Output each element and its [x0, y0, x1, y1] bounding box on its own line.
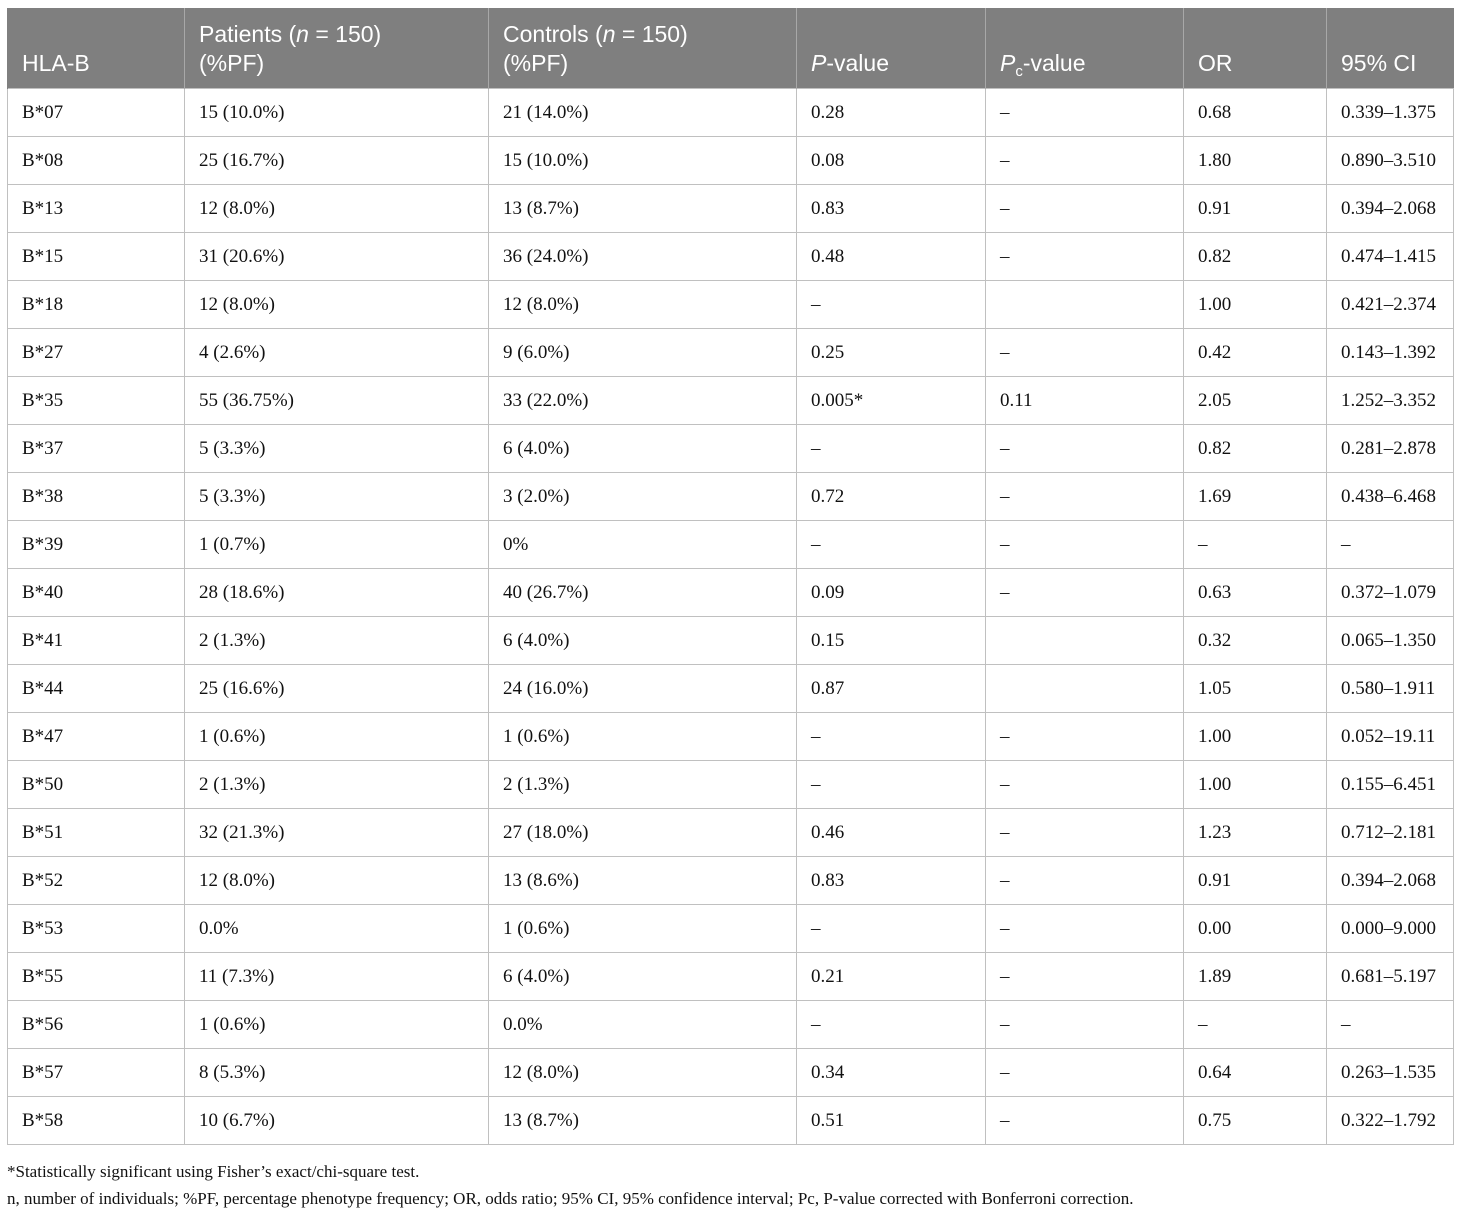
cell-or: 0.42	[1184, 329, 1327, 377]
cell-allele: B*39	[8, 521, 185, 569]
cell-controls: 1 (0.6%)	[489, 905, 797, 953]
cell-allele: B*50	[8, 761, 185, 809]
table-row	[8, 185, 1454, 233]
table-row	[8, 1001, 1454, 1049]
cell-patients: 1 (0.6%)	[185, 1001, 489, 1049]
cell-or: 1.00	[1184, 281, 1327, 329]
cell-controls: 9 (6.0%)	[489, 329, 797, 377]
cell-ci: 0.281–2.878	[1327, 425, 1454, 473]
cell-pc-value: –	[986, 569, 1184, 617]
header-or: OR	[1184, 8, 1327, 89]
cell-p-value: –	[797, 905, 986, 953]
cell-pc-value: –	[986, 713, 1184, 761]
table-row	[8, 1097, 1454, 1145]
table-row	[8, 425, 1454, 473]
cell-ci: 0.421–2.374	[1327, 281, 1454, 329]
cell-p-value: 0.46	[797, 809, 986, 857]
cell-or: 0.82	[1184, 233, 1327, 281]
table-footnotes	[7, 1158, 1133, 1212]
cell-controls: 0.0%	[489, 1001, 797, 1049]
cell-allele: B*56	[8, 1001, 185, 1049]
cell-or: 1.00	[1184, 761, 1327, 809]
table-row	[8, 713, 1454, 761]
cell-allele: B*08	[8, 137, 185, 185]
cell-controls: 13 (8.7%)	[489, 185, 797, 233]
cell-ci: 0.474–1.415	[1327, 233, 1454, 281]
cell-allele: B*37	[8, 425, 185, 473]
cell-allele: B*15	[8, 233, 185, 281]
cell-allele: B*35	[8, 377, 185, 425]
cell-controls: 36 (24.0%)	[489, 233, 797, 281]
cell-p-value: 0.83	[797, 185, 986, 233]
cell-ci: 0.681–5.197	[1327, 953, 1454, 1001]
cell-pc-value: –	[986, 809, 1184, 857]
header-row	[8, 8, 1454, 89]
cell-ci: 0.580–1.911	[1327, 665, 1454, 713]
header-95-ci: 95% CI	[1327, 8, 1454, 89]
table-row	[8, 761, 1454, 809]
cell-p-value: –	[797, 761, 986, 809]
cell-controls: 6 (4.0%)	[489, 953, 797, 1001]
cell-controls: 3 (2.0%)	[489, 473, 797, 521]
cell-p-value: 0.87	[797, 665, 986, 713]
cell-ci: 0.155–6.451	[1327, 761, 1454, 809]
cell-controls: 21 (14.0%)	[489, 89, 797, 137]
cell-patients: 2 (1.3%)	[185, 761, 489, 809]
cell-patients: 55 (36.75%)	[185, 377, 489, 425]
table-row	[8, 377, 1454, 425]
cell-patients: 28 (18.6%)	[185, 569, 489, 617]
table-row	[8, 569, 1454, 617]
cell-pc-value: –	[986, 1001, 1184, 1049]
cell-pc-value: –	[986, 1097, 1184, 1145]
table-row	[8, 137, 1454, 185]
cell-or: 0.64	[1184, 1049, 1327, 1097]
cell-allele: B*07	[8, 89, 185, 137]
cell-p-value: 0.48	[797, 233, 986, 281]
cell-allele: B*40	[8, 569, 185, 617]
cell-ci: 0.065–1.350	[1327, 617, 1454, 665]
cell-pc-value: 0.11	[986, 377, 1184, 425]
cell-patients: 12 (8.0%)	[185, 185, 489, 233]
cell-controls: 13 (8.7%)	[489, 1097, 797, 1145]
cell-controls: 6 (4.0%)	[489, 617, 797, 665]
header-hla-b: HLA-B	[8, 8, 185, 89]
cell-patients: 8 (5.3%)	[185, 1049, 489, 1097]
cell-controls: 33 (22.0%)	[489, 377, 797, 425]
cell-or: 1.00	[1184, 713, 1327, 761]
cell-allele: B*41	[8, 617, 185, 665]
cell-patients: 5 (3.3%)	[185, 425, 489, 473]
table-row	[8, 89, 1454, 137]
cell-p-value: 0.21	[797, 953, 986, 1001]
cell-ci: –	[1327, 1001, 1454, 1049]
cell-or: –	[1184, 521, 1327, 569]
cell-allele: B*47	[8, 713, 185, 761]
cell-or: 1.80	[1184, 137, 1327, 185]
cell-pc-value: –	[986, 329, 1184, 377]
footnote-significance: *Statistically significant using Fisher’s exact/chi-square test.	[7, 1162, 420, 1181]
cell-or: 0.75	[1184, 1097, 1327, 1145]
cell-pc-value: –	[986, 425, 1184, 473]
cell-patients: 12 (8.0%)	[185, 281, 489, 329]
cell-ci: 0.052–19.11	[1327, 713, 1454, 761]
cell-pc-value: –	[986, 89, 1184, 137]
cell-ci: 0.000–9.000	[1327, 905, 1454, 953]
header-p-value: P-value	[797, 8, 986, 89]
cell-p-value: 0.005*	[797, 377, 986, 425]
cell-ci: 0.712–2.181	[1327, 809, 1454, 857]
cell-ci: 0.143–1.392	[1327, 329, 1454, 377]
cell-allele: B*13	[8, 185, 185, 233]
cell-controls: 27 (18.0%)	[489, 809, 797, 857]
cell-pc-value: –	[986, 473, 1184, 521]
table-row	[8, 809, 1454, 857]
cell-ci: 0.263–1.535	[1327, 1049, 1454, 1097]
cell-patients: 10 (6.7%)	[185, 1097, 489, 1145]
footnote-abbreviations: n, number of individuals; %PF, percentage phenotype frequency; OR, odds ratio; 95% CI, 95% confidence interval; Pc, P-value corrected with Bonferroni correction.	[7, 1189, 1134, 1208]
cell-pc-value: –	[986, 137, 1184, 185]
cell-or: 1.69	[1184, 473, 1327, 521]
cell-controls: 1 (0.6%)	[489, 713, 797, 761]
cell-pc-value	[986, 665, 1184, 713]
cell-pc-value	[986, 617, 1184, 665]
cell-ci: 0.339–1.375	[1327, 89, 1454, 137]
cell-allele: B*51	[8, 809, 185, 857]
cell-or: 0.82	[1184, 425, 1327, 473]
cell-pc-value: –	[986, 761, 1184, 809]
cell-patients: 32 (21.3%)	[185, 809, 489, 857]
cell-allele: B*55	[8, 953, 185, 1001]
cell-controls: 13 (8.6%)	[489, 857, 797, 905]
cell-p-value: 0.09	[797, 569, 986, 617]
cell-patients: 0.0%	[185, 905, 489, 953]
cell-controls: 15 (10.0%)	[489, 137, 797, 185]
header-controls: Controls (n = 150) (%PF)	[489, 8, 797, 89]
header-patients: Patients (n = 150) (%PF)	[185, 8, 489, 89]
cell-patients: 5 (3.3%)	[185, 473, 489, 521]
table-row	[8, 665, 1454, 713]
cell-allele: B*27	[8, 329, 185, 377]
cell-p-value: 0.08	[797, 137, 986, 185]
cell-controls: 0%	[489, 521, 797, 569]
cell-pc-value	[986, 281, 1184, 329]
cell-p-value: 0.34	[797, 1049, 986, 1097]
table-row	[8, 473, 1454, 521]
cell-pc-value: –	[986, 233, 1184, 281]
cell-patients: 25 (16.6%)	[185, 665, 489, 713]
cell-ci: 1.252–3.352	[1327, 377, 1454, 425]
cell-allele: B*38	[8, 473, 185, 521]
cell-p-value: 0.28	[797, 89, 986, 137]
table-row	[8, 521, 1454, 569]
cell-controls: 2 (1.3%)	[489, 761, 797, 809]
table-row	[8, 617, 1454, 665]
table-row	[8, 233, 1454, 281]
table-row	[8, 329, 1454, 377]
cell-allele: B*57	[8, 1049, 185, 1097]
cell-p-value: –	[797, 281, 986, 329]
cell-p-value: –	[797, 1001, 986, 1049]
cell-patients: 15 (10.0%)	[185, 89, 489, 137]
cell-ci: 0.394–2.068	[1327, 857, 1454, 905]
cell-pc-value: –	[986, 185, 1184, 233]
cell-p-value: 0.15	[797, 617, 986, 665]
hla-b-table	[7, 8, 1454, 1145]
cell-ci: 0.372–1.079	[1327, 569, 1454, 617]
cell-or: 1.23	[1184, 809, 1327, 857]
table-row	[8, 857, 1454, 905]
cell-patients: 25 (16.7%)	[185, 137, 489, 185]
cell-patients: 31 (20.6%)	[185, 233, 489, 281]
table-row	[8, 281, 1454, 329]
cell-patients: 2 (1.3%)	[185, 617, 489, 665]
cell-or: 0.00	[1184, 905, 1327, 953]
cell-or: 0.63	[1184, 569, 1327, 617]
cell-controls: 12 (8.0%)	[489, 281, 797, 329]
hla-b-table-container	[7, 8, 1453, 1145]
cell-pc-value: –	[986, 953, 1184, 1001]
table-row	[8, 1049, 1454, 1097]
cell-pc-value: –	[986, 521, 1184, 569]
cell-ci: 0.890–3.510	[1327, 137, 1454, 185]
cell-patients: 11 (7.3%)	[185, 953, 489, 1001]
cell-p-value: –	[797, 713, 986, 761]
cell-p-value: 0.83	[797, 857, 986, 905]
cell-ci: –	[1327, 521, 1454, 569]
cell-allele: B*18	[8, 281, 185, 329]
cell-controls: 24 (16.0%)	[489, 665, 797, 713]
cell-controls: 12 (8.0%)	[489, 1049, 797, 1097]
cell-p-value: –	[797, 425, 986, 473]
cell-allele: B*58	[8, 1097, 185, 1145]
cell-pc-value: –	[986, 857, 1184, 905]
cell-controls: 6 (4.0%)	[489, 425, 797, 473]
cell-patients: 4 (2.6%)	[185, 329, 489, 377]
cell-ci: 0.438–6.468	[1327, 473, 1454, 521]
cell-or: 0.32	[1184, 617, 1327, 665]
cell-or: 0.91	[1184, 857, 1327, 905]
cell-or: 1.05	[1184, 665, 1327, 713]
cell-or: 0.91	[1184, 185, 1327, 233]
table-row	[8, 905, 1454, 953]
table-body	[8, 89, 1454, 1145]
cell-patients: 12 (8.0%)	[185, 857, 489, 905]
cell-allele: B*44	[8, 665, 185, 713]
cell-pc-value: –	[986, 905, 1184, 953]
cell-controls: 40 (26.7%)	[489, 569, 797, 617]
cell-ci: 0.322–1.792	[1327, 1097, 1454, 1145]
table-row	[8, 953, 1454, 1001]
cell-pc-value: –	[986, 1049, 1184, 1097]
cell-p-value: –	[797, 521, 986, 569]
cell-allele: B*53	[8, 905, 185, 953]
cell-patients: 1 (0.7%)	[185, 521, 489, 569]
cell-patients: 1 (0.6%)	[185, 713, 489, 761]
cell-ci: 0.394–2.068	[1327, 185, 1454, 233]
cell-or: –	[1184, 1001, 1327, 1049]
header-pc-value: $P_c$-value	[986, 8, 1184, 89]
cell-p-value: 0.25	[797, 329, 986, 377]
cell-p-value: 0.51	[797, 1097, 986, 1145]
cell-p-value: 0.72	[797, 473, 986, 521]
cell-or: 0.68	[1184, 89, 1327, 137]
cell-or: 2.05	[1184, 377, 1327, 425]
cell-or: 1.89	[1184, 953, 1327, 1001]
cell-allele: B*52	[8, 857, 185, 905]
